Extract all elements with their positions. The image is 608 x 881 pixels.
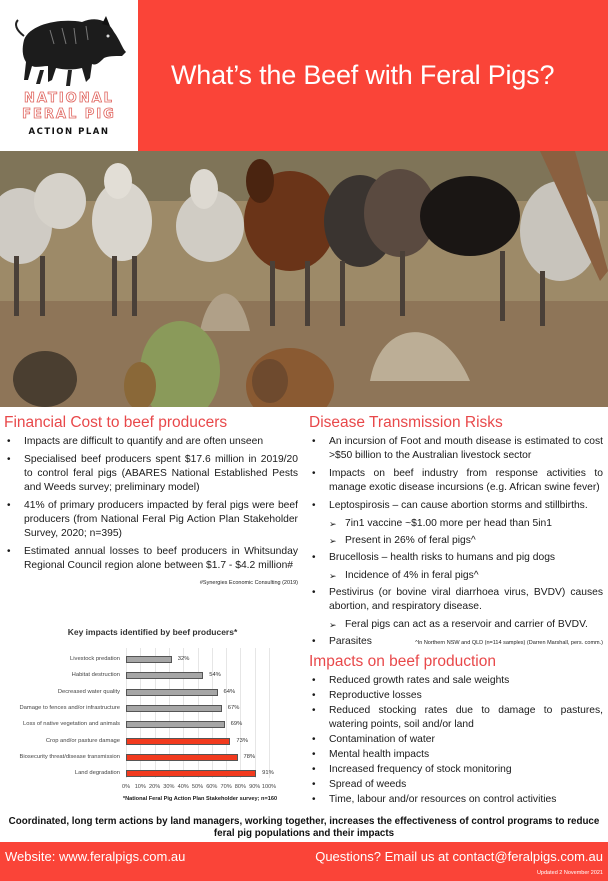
key-impacts-chart — [0, 620, 305, 810]
chart-category-label: Biosecurity threat/disease transmission — [19, 753, 120, 760]
financial-footnote: #Synergies Economic Consulting (2019) — [199, 580, 298, 586]
chart-value-label: 73% — [236, 737, 248, 744]
financial-item: • Specialised beef producers spent $17.6 million in 2019/20 to control feral pigs (ABARES National Established Pests and Weeds survey; preliminary model) — [4, 453, 298, 495]
x-tick-label: 10% — [134, 784, 146, 790]
email-link[interactable]: Questions? Email us at contact@feralpigs.com.au — [315, 849, 603, 864]
x-tick-label: 100% — [261, 784, 277, 790]
disease-item: • Brucellosis – health risks to humans and pig dogs — [309, 551, 603, 565]
cattle-and-pigs-image — [0, 151, 608, 407]
x-tick-label: 30% — [163, 784, 175, 790]
chart-value-label: 54% — [209, 672, 221, 679]
chart-bar — [126, 656, 172, 663]
chart-value-label: 69% — [230, 721, 243, 728]
chart-bar — [126, 754, 238, 761]
x-tick-label: 60% — [206, 784, 218, 790]
chart-row — [0, 768, 305, 778]
disease-sub-item: ➢ 7in1 vaccine ~$1.00 more per head than 5in1 — [309, 517, 603, 531]
hero-photo — [0, 151, 608, 407]
production-item: • Mental health impacts — [309, 748, 603, 762]
production-item: • Reproductive losses — [309, 689, 603, 703]
logo-feral-pig: FERAL PIG — [22, 107, 116, 122]
financial-cost-heading: Financial Cost to beef producers — [4, 414, 228, 431]
disease-item: • Parasites — [309, 635, 603, 649]
chart-category-label: Damage to fences and/or infrastructure — [19, 704, 120, 711]
updated-date: Updated 2 November 2021 — [536, 870, 603, 876]
production-item: • Spread of weeds — [309, 778, 603, 792]
chart-bar — [126, 689, 218, 696]
chart-bar — [126, 738, 230, 745]
x-tick-label: 90% — [249, 784, 261, 790]
website-link[interactable]: Website: www.feralpigs.com.au — [5, 849, 186, 864]
page-title: What’s the Beef with Feral Pigs? — [171, 60, 555, 90]
disease-risks-heading: Disease Transmission Risks — [309, 414, 503, 431]
disease-item: • An incursion of Foot and mouth disease is estimated to cost >$50 billion to the Australian livestock sector — [309, 435, 603, 463]
chart-row — [0, 719, 305, 729]
production-item: • Time, labour and/or resources on control activities — [309, 793, 603, 807]
chart-row — [0, 736, 305, 746]
financial-item: • 41% of primary producers impacted by feral pigs were beef producers (from National Feral Pig Action Plan Stakeholder Survey, 2020; n=395) — [4, 499, 298, 541]
logo-national: NATIONAL — [24, 91, 114, 106]
chart-source: *National Feral Pig Action Plan Stakeholder survey; n=160 — [122, 796, 278, 802]
chart-value-label: 78% — [243, 753, 256, 760]
x-tick-label: 20% — [148, 784, 161, 790]
chart-title: Key impacts identified by beef producers* — [67, 627, 238, 637]
disease-item: • Impacts on beef industry from response activities to manage exotic disease incursions (e.g. African swine fever) — [309, 467, 603, 495]
logo — [0, 0, 138, 151]
chart-bar — [126, 672, 203, 679]
chart-row — [0, 687, 305, 697]
x-tick-label: 80% — [234, 784, 246, 790]
x-tick-label: 40% — [177, 784, 189, 790]
disease-risks-section — [309, 414, 603, 808]
disease-sub-item: ➢ Present in 26% of feral pigs^ — [309, 534, 603, 548]
chart-bar — [126, 721, 225, 728]
production-item: • Increased frequency of stock monitoring — [309, 763, 603, 777]
chart-value-label: 64% — [223, 688, 236, 695]
financial-item: • Impacts are difficult to quantify and are often unseen — [4, 435, 298, 449]
chart-category-label: Livestock predation — [70, 656, 120, 662]
disease-footnote: ^In Northern NSW and QLD (n=114 samples) (Darren Marshall, pers. comm.) — [415, 640, 603, 646]
disease-item: • Pestivirus (or bovine viral diarrhoea virus, BVDV) causes abortion, and respiratory disease. — [309, 586, 603, 614]
chart-category-label: Land degradation — [74, 770, 120, 777]
production-item: • Reduced growth rates and sale weights — [309, 674, 603, 688]
chart-row — [0, 752, 305, 762]
closing-statement: Coordinated, long term actions by land managers, working together, increases the effectiveness of control programs to reduce feral pig populations and their impacts — [8, 816, 600, 839]
chart-row — [0, 670, 305, 680]
logo-action-plan: ACTION PLAN — [28, 127, 110, 137]
chart-category-label: Crop and/or pasture damage — [45, 737, 120, 744]
production-item: • Contamination of water — [309, 733, 603, 747]
production-item: • Reduced stocking rates due to damage to pastures, watering points, soil and/or land — [309, 704, 603, 732]
beef-production-heading: Impacts on beef production — [309, 653, 496, 670]
chart-row — [0, 654, 305, 664]
disease-sub-item: ➢ Incidence of 4% in feral pigs^ — [309, 569, 603, 583]
financial-cost-section — [4, 414, 298, 586]
chart-value-label: 67% — [227, 704, 240, 711]
feral-pig-icon — [10, 10, 128, 90]
chart-category-label: Decreased water quality — [57, 688, 120, 695]
chart-category-label: Habitat destruction — [71, 672, 120, 679]
chart-row — [0, 703, 305, 713]
disease-sub-item: ➢ Feral pigs can act as a reservoir and carrier of BVDV. — [309, 618, 603, 632]
financial-item: • Estimated annual losses to beef producers in Whitsunday Regional Council region alone between $1.7 - $4.2 million# — [4, 545, 298, 573]
x-tick-label: 70% — [220, 784, 232, 790]
chart-bar — [126, 705, 222, 712]
chart-bar — [126, 770, 256, 777]
disease-item: • Leptospirosis – can cause abortion storms and stillbirths. — [309, 499, 603, 513]
x-tick-label: 50% — [191, 784, 204, 790]
chart-value-label: 32% — [177, 656, 190, 662]
chart-value-label: 91% — [262, 770, 274, 777]
title-banner — [138, 0, 608, 151]
x-tick-label: 0% — [121, 784, 131, 790]
chart-category-label: Loss of native vegetation and animals — [23, 721, 120, 728]
footer — [0, 842, 608, 881]
